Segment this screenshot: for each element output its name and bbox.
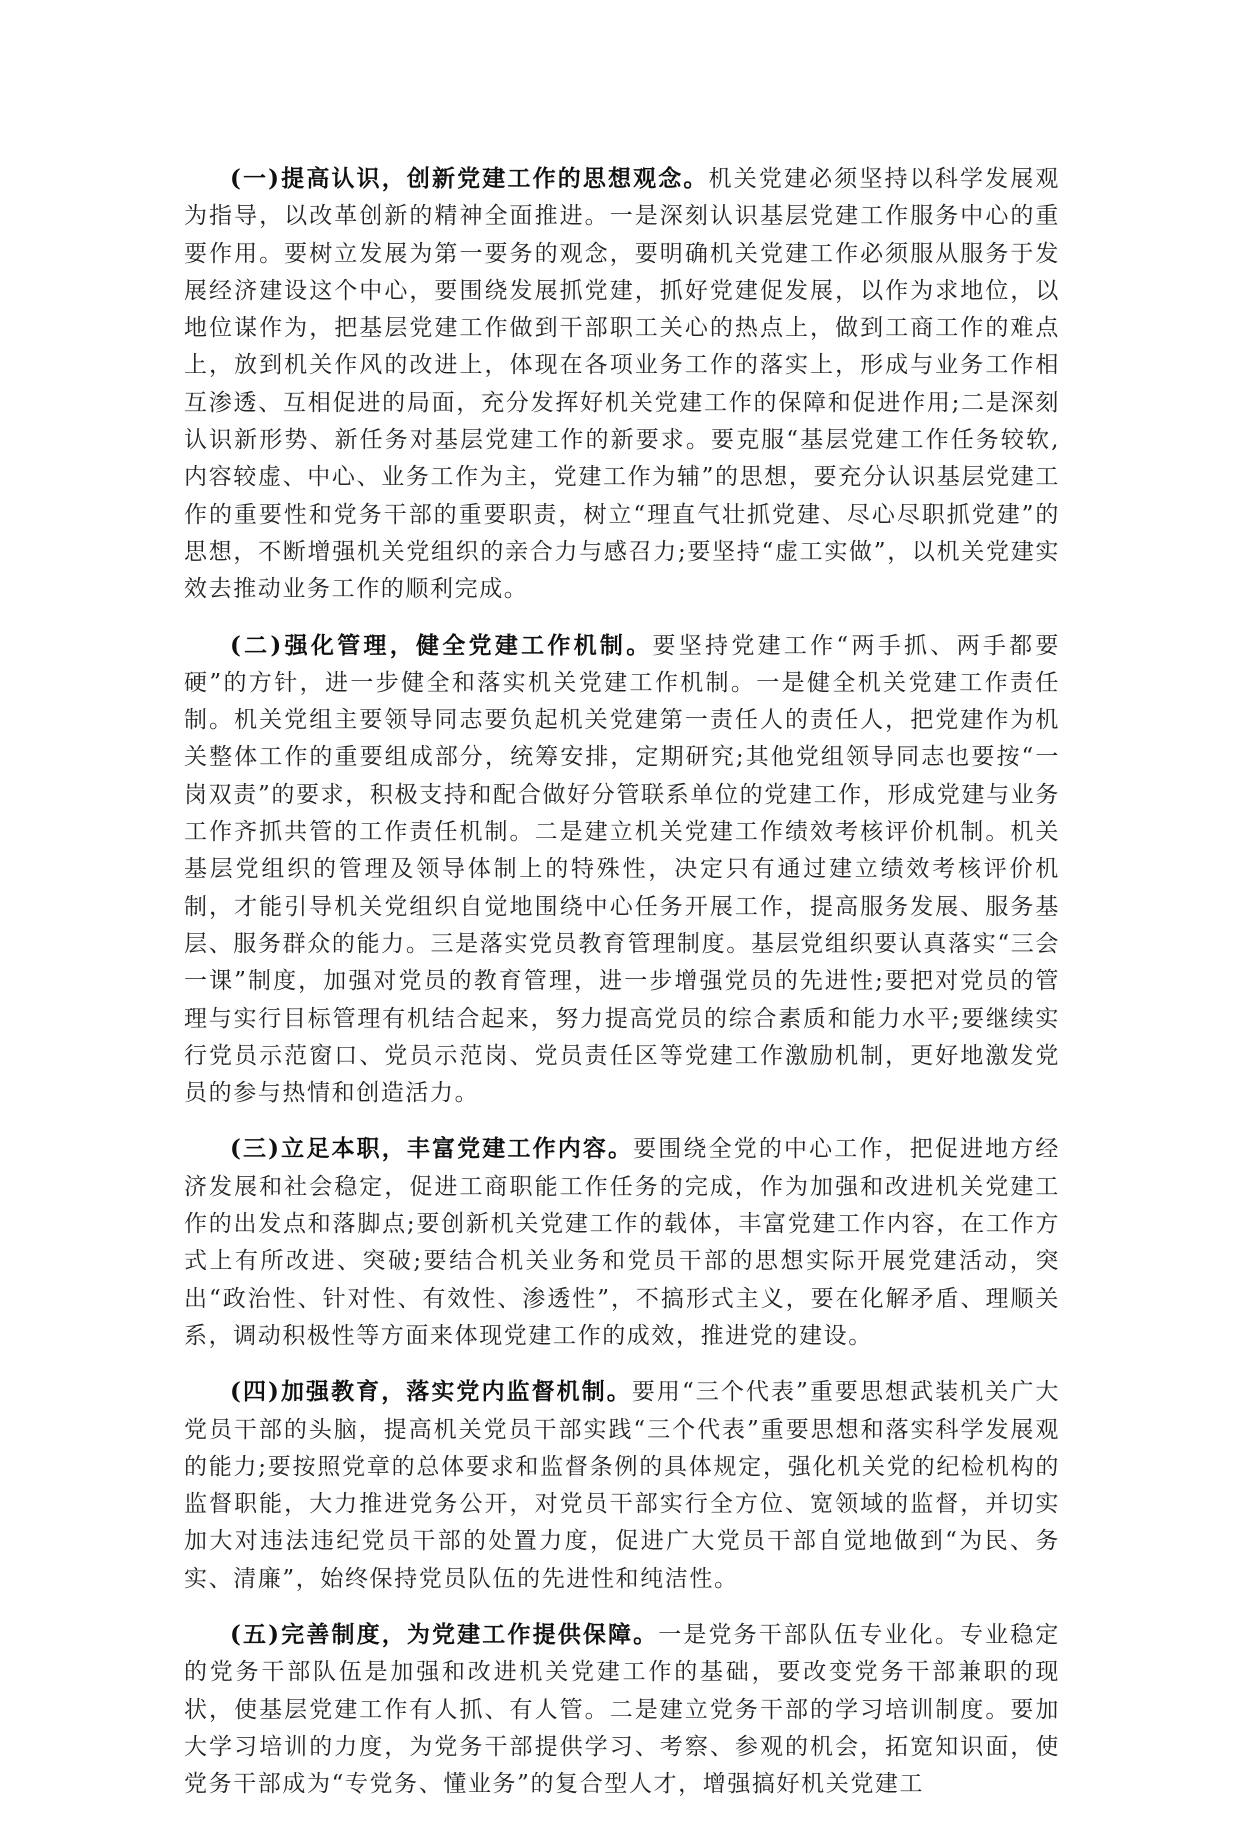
section-4-body: 要用“三个代表”重要思想武装机关广大党员干部的头脑，提高机关党员干部实践“三个代表”重要思想和落实科学发展观的能力;要按照党章的总体要求和监督条例的具体规定，强化机关党的纪检机构的监督职能，大力推进党务公开，对党员干部实行全方位、宽领域的监督，并切实加大对违法违纪党员干部的处置力度，促进广大党员干部自觉地做到“为民、务实、清廉”，始终保持党员队伍的先进性和纯洁性。: [184, 1379, 1060, 1592]
section-3-body: 要围绕全党的中心工作，把促进地方经济发展和社会稳定，促进工商职能工作任务的完成，作为加强和改进机关党建工作的出发点和落脚点;要创新机关党建工作的载体，丰富党建工作内容，在工作方式上有所改进、突破;要结合机关业务和党员干部的思想实际开展党建活动，突出“政治性、针对性、有效性、渗透性”，不搞形式主义，要在化解矛盾、理顺关系，调动积极性等方面来体现党建工作的成效，推进党的建设。: [184, 1136, 1061, 1349]
document-page: [184, 160, 1060, 1821]
section-2-heading: (二)强化管理，健全党建工作机制。: [230, 631, 653, 659]
section-2-paragraph: [184, 627, 1060, 1113]
section-4-heading: (四)加强教育，落实党内监督机制。: [230, 1378, 632, 1406]
section-2-body: 要坚持党建工作“两手抓、两手都要硬”的方针，进一步健全和落实机关党建工作机制。一是健全机关党建工作责任制。机关党组主要领导同志要负起机关党建第一责任人的责任人，把党建作为机关整体工作的重要组成部分，统筹安排，定期研究;其他党组领导同志也要按“一岗双责”的要求，积极支持和配合做好分管联系单位的党建工作，形成党建与业务工作齐抓共管的工作责任机制。二是建立机关党建工作绩效考核评价机制。机关基层党组织的管理及领导体制上的特殊性，决定只有通过建立绩效考核评价机制，才能引导机关党组织自觉地围绕中心任务开展工作，提高服务发展、服务基层、服务群众的能力。三是落实党员教育管理制度。基层党组织要认真落实“三会一课”制度，加强对党员的教育管理，进一步增强党员的先进性;要把对党员的管理与实行目标管理有机结合起来，努力提高党员的综合素质和能力水平;要继续实行党员示范窗口、党员示范岗、党员责任区等党建工作激励机制，更好地激发党员的参与热情和创造活力。: [184, 632, 1061, 1107]
section-5-heading: (五)完善制度，为党建工作提供保障。: [230, 1620, 659, 1648]
section-3-paragraph: [184, 1130, 1060, 1355]
section-1-body: 机关党建必须坚持以科学发展观为指导，以改革创新的精神全面推进。一是深刻认识基层党建工作服务中心的重要作用。要树立发展为第一要务的观念，要明确机关党建工作必须服从服务于发展经济建设这个中心，要围绕发展抓党建，抓好党建促发展，以作为求地位，以地位谋作为，把基层党建工作做到干部职工关心的热点上，做到工商工作的难点上，放到机关作风的改进上，体现在各项业务工作的落实上，形成与业务工作相互渗透、互相促进的局面，充分发挥好机关党建工作的保障和促进作用;二是深刻认识新形势、新任务对基层党建工作的新要求。要克服“基层党建工作任务较软,内容较虚、中心、业务工作为主，党建工作为辅”的思想，要充分认识基层党建工作的重要性和党务干部的重要职责，树立“理直气壮抓党建、尽心尽职抓党建”的思想，不断增强机关党组织的亲合力与感召力;要坚持“虚工实做”，以机关党建实效去推动业务工作的顺利完成。: [184, 166, 1061, 603]
section-5-paragraph: [184, 1616, 1060, 1803]
section-5-body: 一是党务干部队伍专业化。专业稳定的党务干部队伍是加强和改进机关党建工作的基础，要改变党务干部兼职的现状，使基层党建工作有人抓、有人管。二是建立党务干部的学习培训制度。要加大学习培训的力度，为党务干部提供学习、考察、参观的机会，拓宽知识面，使党务干部成为“专党务、懂业务”的复合型人才，增强搞好机关党建工: [184, 1621, 1060, 1798]
section-4-paragraph: [184, 1373, 1060, 1598]
section-3-heading: (三)立足本职，丰富党建工作内容。: [230, 1135, 634, 1163]
section-1-paragraph: [184, 160, 1060, 609]
section-1-heading: (一)提高认识，创新党建工作的思想观念。: [230, 165, 709, 192]
